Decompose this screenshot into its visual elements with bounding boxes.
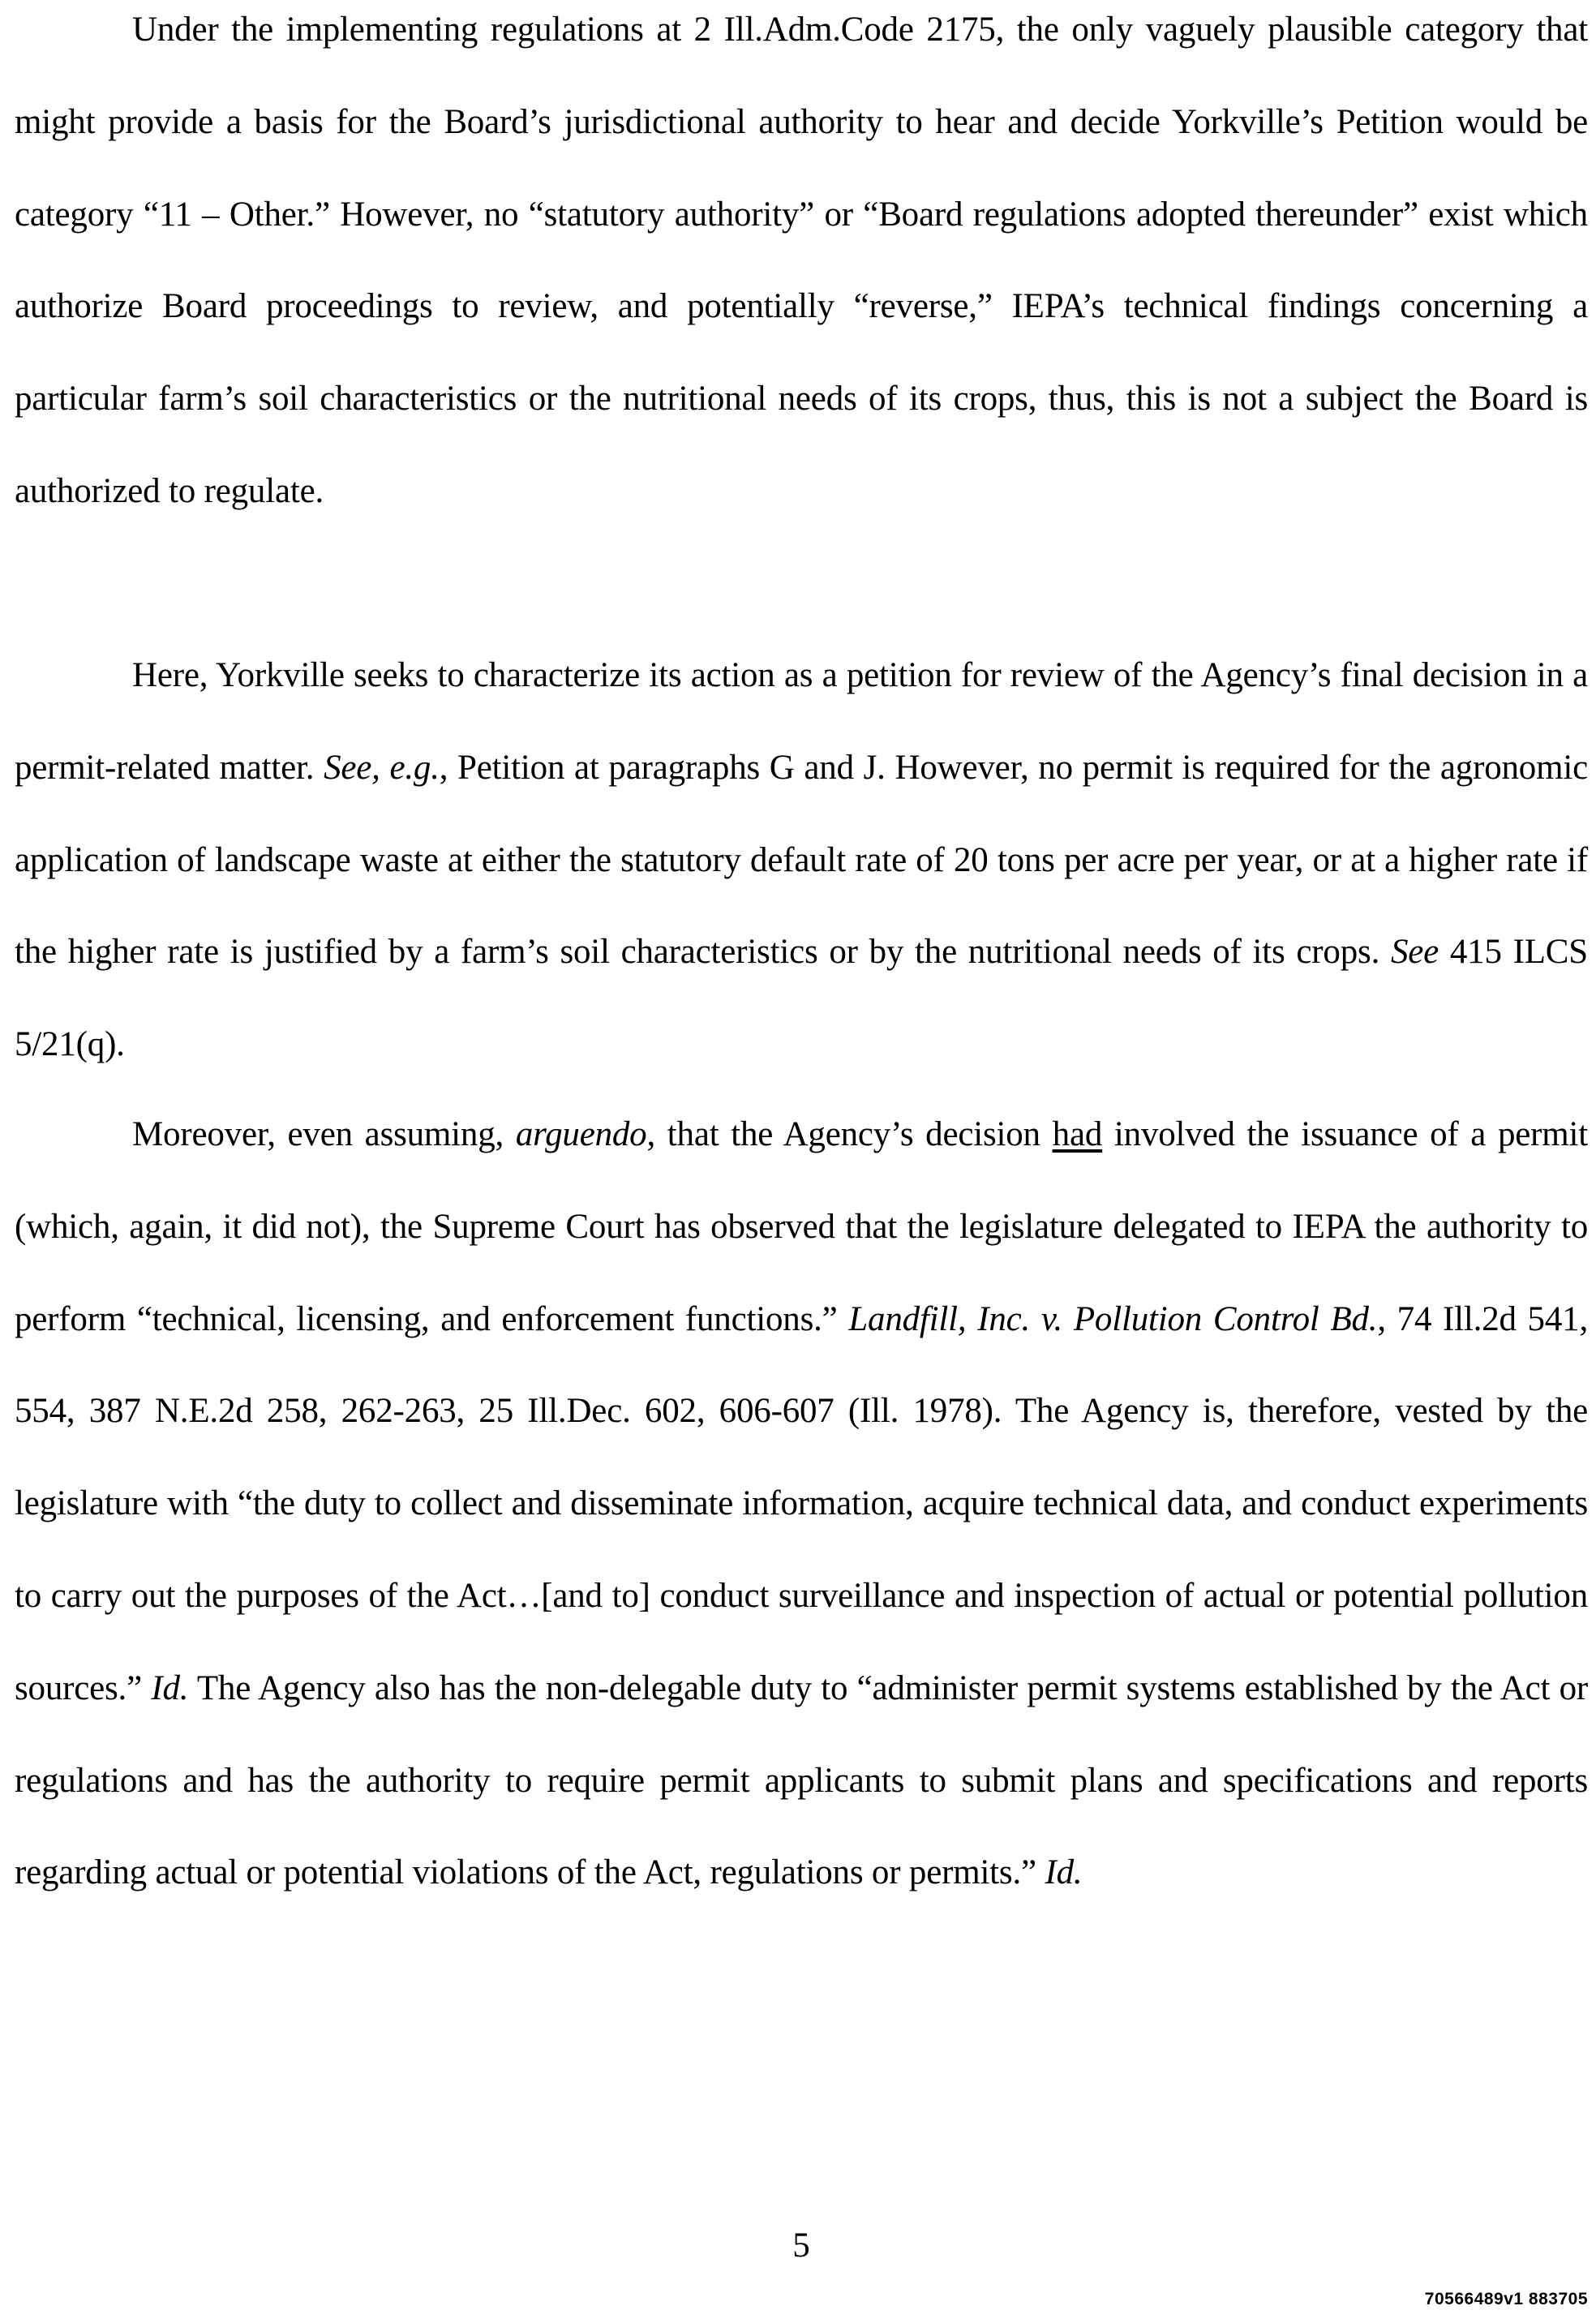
emphasized-word: had bbox=[1052, 1115, 1103, 1153]
paragraph-text: Moreover, even assuming, bbox=[132, 1115, 516, 1153]
paragraph-text: 415 ILCS 5/21(q). bbox=[15, 933, 1588, 1064]
citation-signal: See, e.g. bbox=[324, 748, 440, 787]
page-number: 5 bbox=[792, 2226, 810, 2265]
paragraph-text: , 74 Ill.2d 541, 554, 387 N.E.2d 258, 262-263, 25 Ill.Dec. 602, 606-607 (Ill. 1978). The Agency is, therefore, vested by the legislature with “the duty to collect and disseminate information, acquire technical data, and conduct experiments to carry out the purposes of the Act…[and to] conduct surveillance and inspection of actual or potential pollution sources.” bbox=[15, 1299, 1589, 1707]
paragraph-text: The Agency also has the non-delegable duty to “administer permit systems established by the Act or regulations and has the authority to require permit applicants to submit plans and specifications and reports regarding actual or potential violations of the Act, regulations or permits.” bbox=[15, 1668, 1588, 1892]
document-id: 70566489v1 883705 bbox=[1424, 2290, 1588, 2308]
paragraph-text: , Petition at paragraphs G and J. However, no permit is required for the agronomic application of landscape waste at either the statutory default rate of 20 tons per acre per year, or at a higher rate if the higher rate is justified by a farm’s soil characteristics or by the nutritional needs of its crops. bbox=[15, 748, 1588, 972]
paragraph-text: involved the issuance of a permit (which, again, it did not), the Supreme Court has observed that the legislature delegated to IEPA the authority to perform “technical, licensing, and enforcement functions.” bbox=[15, 1115, 1588, 1338]
body-paragraph bbox=[15, 629, 1588, 1091]
case-citation: Landfill, Inc. v. Pollution Control Bd. bbox=[848, 1299, 1378, 1338]
citation-signal: Id. bbox=[151, 1668, 189, 1707]
paragraph-text: Under the implementing regulations at 2 Ill.Adm.Code 2175, the only vaguely plausible category that might provide a basis for the Board’s jurisdictional authority to hear and decide Yorkville’s Petition would be category “11 – Other.” However, no “statutory authority” or “Board regulations adopted thereunder” exist which authorize Board proceedings to review, and potentially “reverse,” IEPA’s technical findings concerning a particular farm’s soil characteristics or the nutritional needs of its crops, thus, this is not a subject the Board is authorized to regulate. bbox=[15, 11, 1588, 510]
body-paragraph bbox=[15, 1089, 1588, 1919]
body-paragraph bbox=[15, 0, 1588, 538]
paragraph-text: Here, Yorkville seeks to characterize its action as a petition for review of the Agency’s final decision in a permit-related matter. bbox=[15, 656, 1588, 787]
citation-signal: Id. bbox=[1045, 1853, 1083, 1892]
paragraph-text: , that the Agency’s decision bbox=[646, 1115, 1053, 1153]
document-page bbox=[15, 0, 1588, 2323]
citation-signal: See bbox=[1390, 933, 1439, 972]
latin-term: arguendo bbox=[515, 1115, 647, 1153]
